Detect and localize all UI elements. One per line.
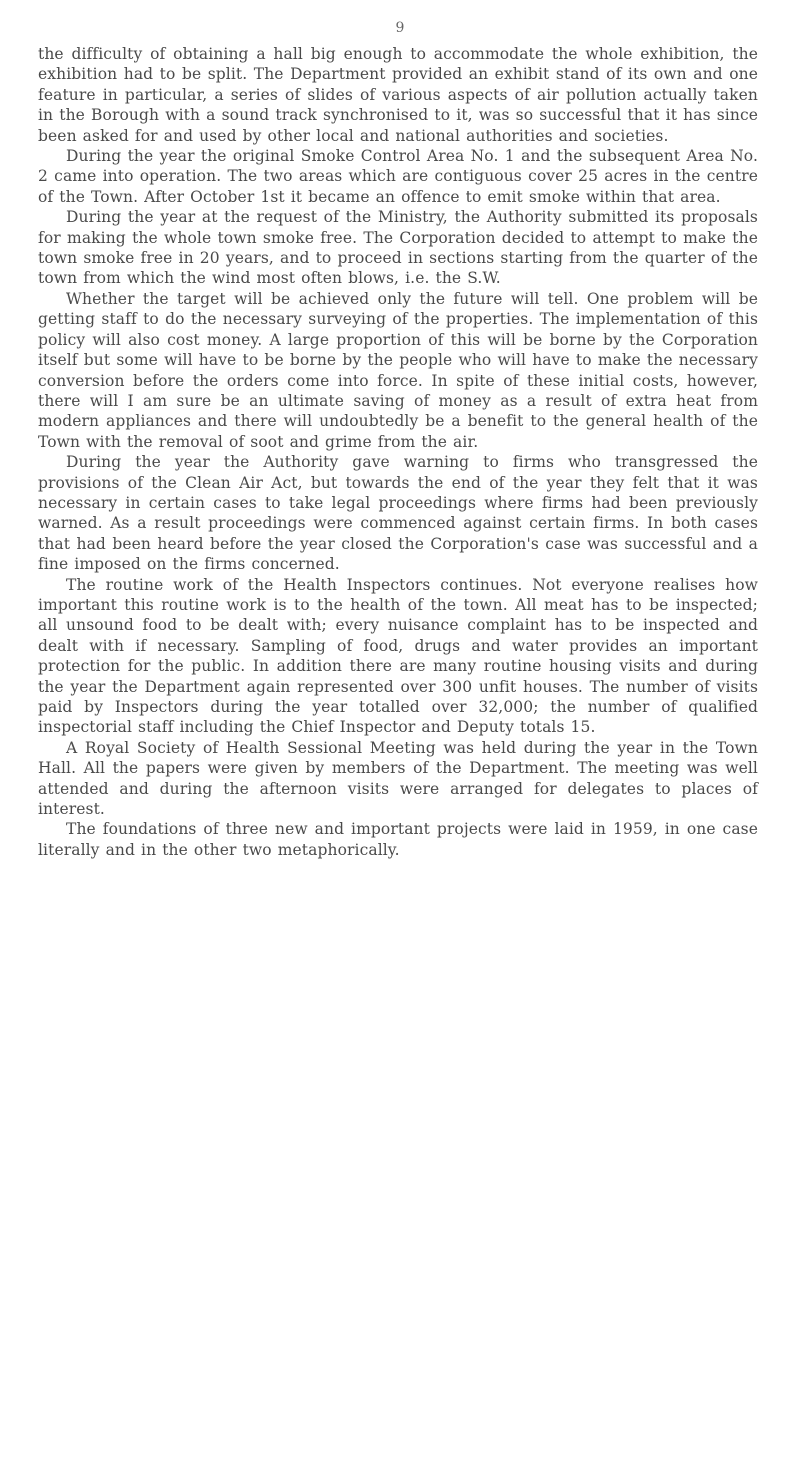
paragraph-target-costs: Whether the target will be achieved only the future will tell. One problem will be getting staff to do the necessary surveying of the properties. The implementation of this policy will also cost money. A large proportion of this will be borne by the Corporation itself but some will have to be borne by the people who will have to make the necessary conversion before the orders come into force. In spite of these initial costs, however, there will I am sure be an ultimate saving of money as a result of extra heat from modern appliances and there will undoubtedly be a benefit to the general health of the Town with the removal of soot and grime from the air. <box>38 289 758 451</box>
paragraph-exhibition: the difficulty of obtaining a hall big enough to accommodate the whole exhibition, the exhibition had to be split. The Department provided an exhibit stand of its own and one feature in particular, a series of slides of various aspects of air pollution actually taken in the Borough with a sound track synchronised to it, was so successful that it has since been asked for and used by other local and national authorities and societies. <box>38 45 758 145</box>
paragraph-new-projects: The foundations of three new and important projects were laid in 1959, in one case literally and in the other two metaphorically. <box>38 820 758 859</box>
paragraph-royal-society-meeting: A Royal Society of Health Sessional Meeting was held during the year in the Town Hall. All the papers were given by members of the Department. The meeting was well attended and during the afternoon visits were arranged for delegates to places of interest. <box>38 738 758 819</box>
paragraph-smoke-control-areas: During the year the original Smoke Control Area No. 1 and the subsequent Area No. 2 came into operation. The two areas which are contiguous cover 25 acres in the centre of the Town. After October 1st it became an offence to emit smoke within that area. <box>38 147 758 206</box>
paragraph-smoke-free-proposals: During the year at the request of the Ministry, the Authority submitted its proposals for making the whole town smoke free. The Corporation decided to attempt to make the town smoke free in 20 years, and to proceed in sections starting from the quarter of the town from which the wind most often blows, i.e. the S.W. <box>38 208 758 288</box>
page-number: 9 <box>395 20 405 36</box>
paragraph-health-inspectors: The routine work of the Health Inspectors continues. Not everyone realises how important this routine work is to the health of the town. All meat has to be inspected; all unsound food to be dealt with; every nuisance complaint has to be inspected and dealt with if necessary. Sampling of food, drugs and water provides an important protection for the public. In addition there are many routine housing visits and during the year the Department again represented over 300 unfit houses. The number of visits paid by Inspectors during the year totalled over 32,000; the number of qualified inspectorial staff including the Chief Inspector and Deputy totals 15. <box>38 575 758 737</box>
body-text <box>38 44 758 860</box>
paragraph-legal-proceedings: During the year the Authority gave warning to firms who transgressed the provisions of the Clean Air Act, but towards the end of the year they felt that it was necessary in certain cases to take legal proceedings where firms had been previously warned. As a result proceedings were commenced against certain firms. In both cases that had been heard before the year closed the Corporation's case was successful and a fine imposed on the firms concerned. <box>38 453 758 574</box>
